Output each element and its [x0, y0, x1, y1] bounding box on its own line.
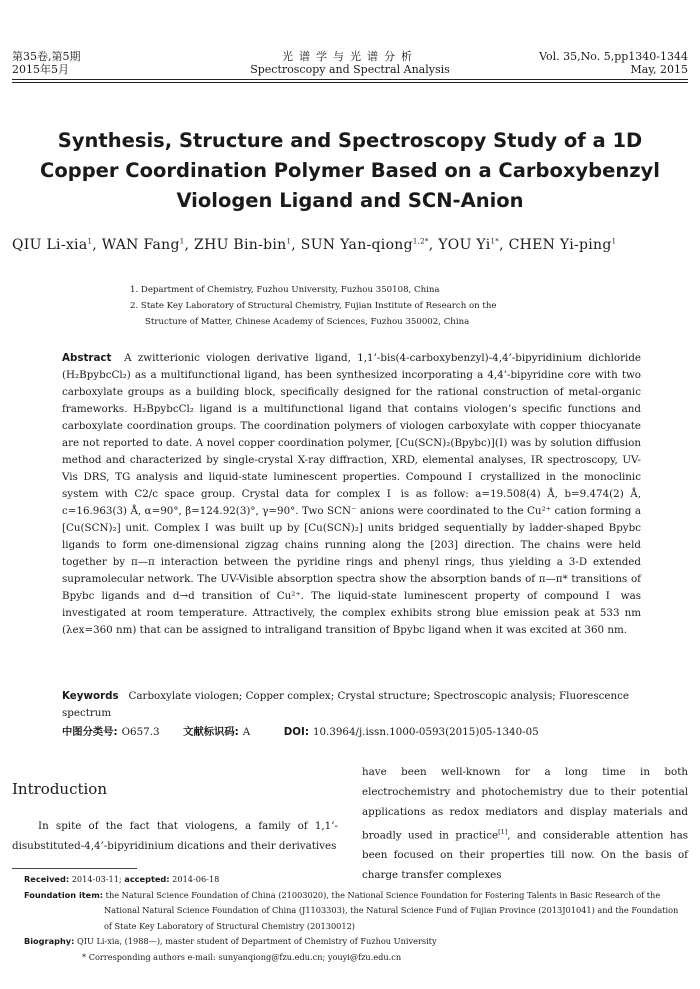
author-name: WAN Fang	[101, 237, 180, 253]
header-rule-top	[12, 79, 688, 80]
author-affil-sup: 1*	[490, 237, 500, 246]
biography-line	[24, 934, 688, 950]
received-label: Received:	[24, 874, 70, 884]
accepted-date: 2014-06-18	[172, 874, 220, 884]
intro-right-text-cont: , and considerable attention has been focused on their properties till now. On the basis of charge transfer complexes	[362, 829, 688, 882]
footnotes	[24, 872, 688, 965]
doc-code-value: A	[242, 726, 251, 738]
article-title: Synthesis, Structure and Spectroscopy Study of a 1D Copper Coordination Polymer Based on a Carboxybenzyl Viologen Ligand and SCN-Anion	[40, 129, 660, 212]
affiliation-2: 2. State Key Laboratory of Structural Chemistry, Fujian Institute of Research on the	[130, 301, 497, 311]
abstract-label: Abstract	[62, 352, 112, 364]
citation-ref[interactable]: [1]	[498, 828, 508, 836]
doi-label: DOI:	[283, 726, 309, 738]
author-name: SUN Yan-qiong	[300, 237, 413, 253]
foundation-label: Foundation item:	[24, 889, 104, 900]
foundation-line	[24, 888, 688, 935]
received-line	[24, 872, 688, 888]
keywords-text: Carboxylate viologen; Copper complex; Crystal structure; Spectroscopic analysis; Fluorescence spectrum	[62, 690, 629, 719]
author-list: QIU Li-xia$^1$, WAN Fang$^1$, ZHU Bin-bin$^1$, SUN Yan-qiong$^{1,2*}$, YOU $Yi^{1*}$, CHEN Yi-ping$^1$	[12, 237, 617, 253]
keywords-label: Keywords	[62, 690, 119, 702]
author-name: QIU Li-xia	[12, 237, 88, 253]
journal-name-en: Spectroscopy and Spectral Analysis	[250, 63, 450, 76]
accepted-label: accepted:	[124, 874, 170, 884]
abstract	[62, 350, 641, 639]
affiliation-1: 1. Department of Chemistry, Fuzhou University, Fuzhou 350108, China	[130, 285, 440, 295]
foundation-text: the Natural Science Foundation of China (21003020), the National Science Foundation for Fostering Talents in Basic Research of the National Natural Science Foundation of China (J1103303), the Natural Science Fund of Fujian Province (2013J01041) and the Foundation of State Key Laboratory of Structural Chemistry (20130012)	[104, 889, 679, 931]
classification-line	[62, 724, 641, 740]
intro-left-column: In spite of the fact that viologens, a family of 1,1’-disubstituted-4,4’-bipyridinium dications and their derivatives	[12, 820, 338, 852]
author-affil-sup: 1	[179, 237, 185, 246]
header-rule-bottom	[12, 82, 688, 83]
author-affil-sup: 1	[286, 237, 292, 246]
doc-code-label: 文献标识码:	[183, 726, 239, 738]
volume-pages-en: Vol. 35,No. 5,pp1340-1344	[539, 50, 688, 63]
author-affil-sup: 1	[87, 237, 93, 246]
author-name: ZHU Bin-bin	[194, 237, 287, 253]
date-cn: 2015年5月	[12, 63, 69, 76]
clc-label: 中图分类号:	[62, 726, 118, 738]
footnote-rule	[12, 868, 137, 869]
volume-issue-cn: 第35卷,第5期	[12, 50, 81, 63]
journal-name-cn: 光谱学与光谱分析	[282, 50, 418, 63]
author-name: YOU Yi	[438, 237, 491, 253]
journal-pages-info	[539, 50, 688, 76]
biography-text: QIU Li-xia, (1988—), master student of Department of Chemistry of Fuzhou University	[77, 936, 437, 946]
clc-value: O657.3	[121, 726, 160, 738]
section-heading-introduction: Introduction	[12, 780, 107, 798]
affiliation-2-cont: Structure of Matter, Chinese Academy of Sciences, Fuzhou 350002, China	[145, 317, 470, 327]
received-date: 2014-03-11;	[71, 874, 122, 884]
intro-right-text: have been well-known for a long time in both electrochemistry and photochemistry due to their potential applications as redox mediators and display materials and broadly used in practice	[362, 766, 688, 842]
author-affil-sup: 1	[611, 237, 617, 246]
date-en: May, 2015	[630, 63, 688, 76]
intro-right-column	[362, 762, 688, 885]
doi-value[interactable]: 10.3964/j.issn.1000-0593(2015)05-1340-05	[312, 726, 539, 738]
corresponding-authors: * Corresponding authors e-mail: sunyanqiong@fzu.edu.cn; youyi@fzu.edu.cn	[82, 951, 402, 962]
biography-label: Biography:	[24, 936, 75, 946]
author-name: CHEN Yi-ping	[508, 237, 612, 253]
author-affil-sup: 1,2*	[412, 237, 429, 246]
abstract-text: A zwitterionic viologen derivative ligand, 1,1’-bis(4-carboxybenzyl)-4,4’-bipyridinium dichloride (H₂BpybcCl₂) as a multifunctional ligand, has been synthesized incorporating a 4,4’-bipyridine core with two carboxylate groups as a building block, specifically designed for the rational construction of metal-organic frameworks. H₂BpybcCl₂ ligand is a multifunctional ligand that contains viologen’s specific functions and carboxylate coordination groups. The coordination polymers of viologen carboxylate with copper thiocyanate are not reported to date. A novel copper coordination polymer, [Cu(SCN)₂(Bpybc)](Ⅰ) was by solution diffusion method and characterized by single-crystal X-ray diffraction, XRD, elemental analyses, IR spectroscopy, UV-Vis DRS, TG analysis and liquid-state luminescent properties. Compound Ⅰ crystallized in the monoclinic system with C2/c space group. Crystal data for complex Ⅰ is as follow: a=19.508(4) Å, b=9.474(2) Å, c=16.963(3) Å, α=90°, β=124.92(3)°, γ=90°. Two SCN⁻ anions were coordinated to the Cu²⁺ cation forming a [Cu(SCN)₂] unit. Complex Ⅰ was built up by [Cu(SCN)₂] units bridged sequentially by ladder-shaped Bpybc ligands to form one-dimensional zigzag chains running along the [203] direction. The chains were held together by π—π interaction between the pyridine rings and phenyl rings, thus yielding a 3-D extended supramolecular network. The UV-Visible absorption spectra show the absorption bands of π—π* transitions of Bpybc ligands and d→d transition of Cu²⁺. The liquid-state luminescent property of compound Ⅰ was investigated at room temperature. Attractively, the complex exhibits strong blue emission peak at 533 nm (λex=360 nm) that can be assigned to intraligand transition of Bpybc ligand when it was excited at 360 nm.	[62, 352, 642, 636]
keywords	[62, 688, 641, 722]
